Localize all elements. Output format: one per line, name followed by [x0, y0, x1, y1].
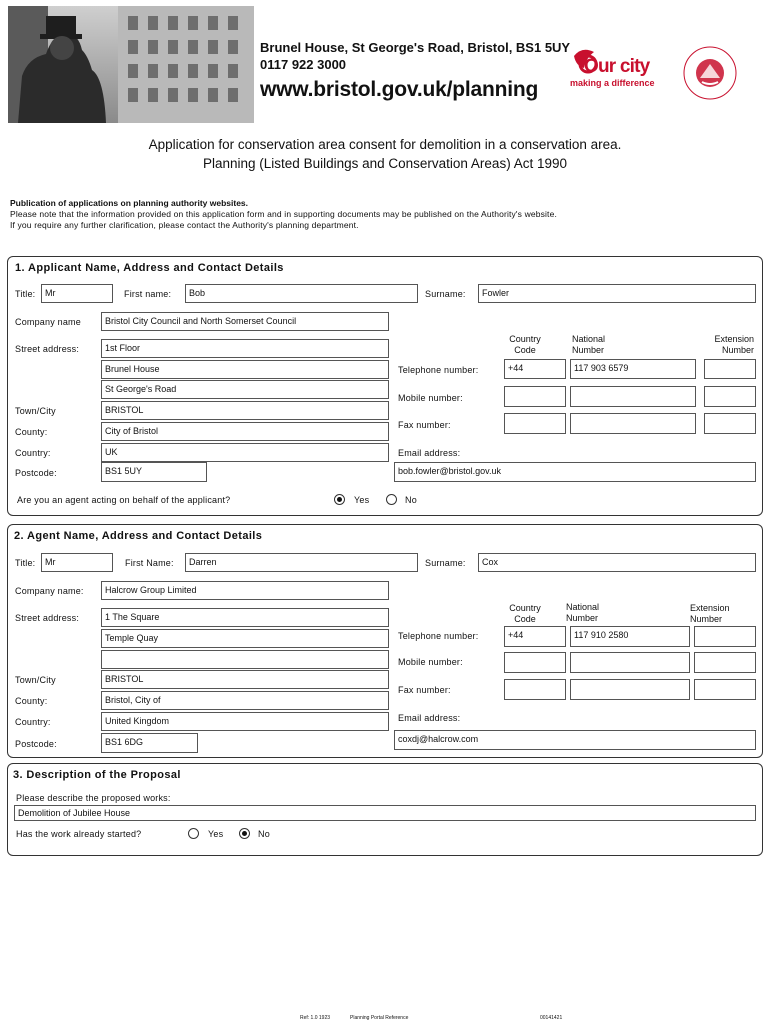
applicant-street3-field[interactable]: St George's Road	[101, 380, 389, 399]
applicant-street-label: Street address:	[15, 344, 80, 354]
applicant-fax-label: Fax number:	[398, 420, 451, 430]
applicant-firstname-label: First name:	[124, 289, 172, 299]
agent-mobile-extension[interactable]	[694, 652, 756, 673]
agent-mobile-national[interactable]	[570, 652, 690, 673]
applicant-town-label: Town/City	[15, 406, 56, 416]
ourcity-wordmark: Our city	[584, 56, 650, 77]
agent-question-label: Are you an agent acting on behalf of the applicant?	[17, 495, 231, 505]
applicant-telephone-label: Telephone number:	[398, 365, 479, 375]
applicant-surname-field[interactable]: Fowler	[478, 284, 756, 303]
agent-fax-country-code[interactable]	[504, 679, 566, 700]
header-phone: 0117 922 3000	[260, 57, 347, 72]
agent-county-label: County:	[15, 696, 48, 706]
applicant-firstname-field[interactable]: Bob	[185, 284, 418, 303]
applicant-title-field[interactable]: Mr	[41, 284, 113, 303]
agent-county-field[interactable]: Bristol, City of	[101, 691, 389, 710]
applicant-mobile-extension[interactable]	[704, 386, 756, 407]
applicant-tel-national[interactable]: 117 903 6579	[570, 359, 696, 379]
applicant-postcode-field[interactable]: BS1 5UY	[101, 462, 207, 482]
agent-street2-field[interactable]: Temple Quay	[101, 629, 389, 648]
agent-no-radio[interactable]	[386, 494, 397, 505]
applicant-company-field[interactable]: Bristol City Council and North Somerset Council	[101, 312, 389, 331]
agent-street-label: Street address:	[15, 613, 80, 623]
agent-country-field[interactable]: United Kingdom	[101, 712, 389, 731]
agent-mobile-country-code[interactable]	[504, 652, 566, 673]
agent-tel-extension[interactable]	[694, 626, 756, 647]
agent-surname-field[interactable]: Cox	[478, 553, 756, 572]
agent-company-label: Company name:	[15, 586, 84, 596]
section-applicant-title: 1. Applicant Name, Address and Contact Details	[15, 262, 284, 274]
agent-yes-radio[interactable]	[334, 494, 345, 505]
agent-country-code-header: Country Code	[509, 603, 541, 624]
applicant-county-field[interactable]: City of Bristol	[101, 422, 389, 441]
section-agent-title: 2. Agent Name, Address and Contact Details	[14, 530, 263, 542]
agent-firstname-label: First Name:	[125, 558, 174, 568]
applicant-email-label: Email address:	[398, 448, 461, 458]
agent-tel-national[interactable]: 117 910 2580	[570, 626, 690, 647]
footer-portal-ref: 00141421	[540, 1015, 563, 1021]
agent-town-label: Town/City	[15, 675, 56, 685]
started-yes-label: Yes	[208, 829, 224, 839]
ourcity-logo	[566, 42, 666, 92]
agent-country-label: Country:	[15, 717, 51, 727]
agent-national-number-header: National Number	[566, 602, 600, 623]
agent-yes-label: Yes	[354, 495, 370, 505]
header-address: Brunel House, St George's Road, Bristol, BS1 5UY	[260, 40, 571, 55]
agent-email-label: Email address:	[398, 713, 461, 723]
agent-street1-field[interactable]: 1 The Square	[101, 608, 389, 627]
notice-heading: Publication of applications on planning authority websites.	[10, 198, 249, 208]
applicant-surname-label: Surname:	[425, 289, 466, 299]
footer-ref: Ref: 1.0 1923	[300, 1015, 331, 1021]
applicant-street2-field[interactable]: Brunel House	[101, 360, 389, 379]
applicant-national-number-header: National Number	[572, 334, 606, 355]
applicant-county-label: County:	[15, 427, 48, 437]
notice-line2: If you require any further clarification, please contact the Authority's planning department.	[10, 220, 359, 230]
agent-telephone-label: Telephone number:	[398, 631, 479, 641]
applicant-country-label: Country:	[15, 448, 51, 458]
agent-extension-header: Extension Number	[690, 603, 730, 624]
council-seal	[676, 42, 744, 104]
header-website[interactable]: www.bristol.gov.uk/planning	[260, 78, 539, 101]
started-no-radio[interactable]	[239, 828, 250, 839]
proposal-describe-label: Please describe the proposed works:	[16, 793, 171, 803]
agent-fax-extension[interactable]	[694, 679, 756, 700]
agent-postcode-label: Postcode:	[15, 739, 57, 749]
agent-title-field[interactable]: Mr	[41, 553, 113, 572]
applicant-street1-field[interactable]: 1st Floor	[101, 339, 389, 358]
applicant-company-label: Company name	[15, 317, 81, 327]
applicant-fax-national[interactable]	[570, 413, 696, 434]
started-no-label: No	[258, 829, 270, 839]
notice-line1: Please note that the information provided on this application form and in supporting documents may be published on the Authority's website.	[10, 209, 557, 219]
applicant-mobile-country-code[interactable]	[504, 386, 566, 407]
section-proposal-title: 3. Description of the Proposal	[13, 769, 181, 781]
agent-no-label: No	[405, 495, 417, 505]
agent-town-field[interactable]: BRISTOL	[101, 670, 389, 689]
applicant-tel-extension[interactable]	[704, 359, 756, 379]
applicant-fax-extension[interactable]	[704, 413, 756, 434]
agent-fax-national[interactable]	[570, 679, 690, 700]
agent-surname-label: Surname:	[425, 558, 466, 568]
header-photo	[8, 6, 254, 123]
ourcity-tagline: making a difference	[570, 78, 655, 88]
proposal-works-field[interactable]: Demolition of Jubilee House	[14, 805, 756, 821]
applicant-email-field[interactable]: bob.fowler@bristol.gov.uk	[394, 462, 756, 482]
form-title-line2: Planning (Listed Buildings and Conservation Areas) Act 1990	[203, 156, 567, 171]
applicant-country-code-header: Country Code	[509, 334, 541, 355]
footer-portal-label: Planning Portal Reference	[350, 1015, 409, 1021]
applicant-title-label: Title:	[15, 289, 36, 299]
applicant-mobile-label: Mobile number:	[398, 393, 463, 403]
proposal-started-label: Has the work already started?	[16, 829, 142, 839]
agent-email-field[interactable]: coxdj@halcrow.com	[394, 730, 756, 750]
agent-company-field[interactable]: Halcrow Group Limited	[101, 581, 389, 600]
applicant-town-field[interactable]: BRISTOL	[101, 401, 389, 420]
agent-mobile-label: Mobile number:	[398, 657, 463, 667]
agent-postcode-field[interactable]: BS1 6DG	[101, 733, 198, 753]
agent-tel-country-code[interactable]: +44	[504, 626, 566, 647]
form-title-line1: Application for conservation area consent for demolition in a conservation area.	[148, 137, 622, 152]
applicant-postcode-label: Postcode:	[15, 468, 57, 478]
agent-fax-label: Fax number:	[398, 685, 451, 695]
applicant-country-field[interactable]: UK	[101, 443, 389, 462]
applicant-extension-header: Extension Number	[714, 334, 754, 355]
agent-street3-field[interactable]	[101, 650, 389, 669]
applicant-tel-country-code[interactable]: +44	[504, 359, 566, 379]
started-yes-radio[interactable]	[188, 828, 199, 839]
applicant-mobile-national[interactable]	[570, 386, 696, 407]
applicant-fax-country-code[interactable]	[504, 413, 566, 434]
agent-firstname-field[interactable]: Darren	[185, 553, 418, 572]
agent-title-label: Title:	[15, 558, 36, 568]
